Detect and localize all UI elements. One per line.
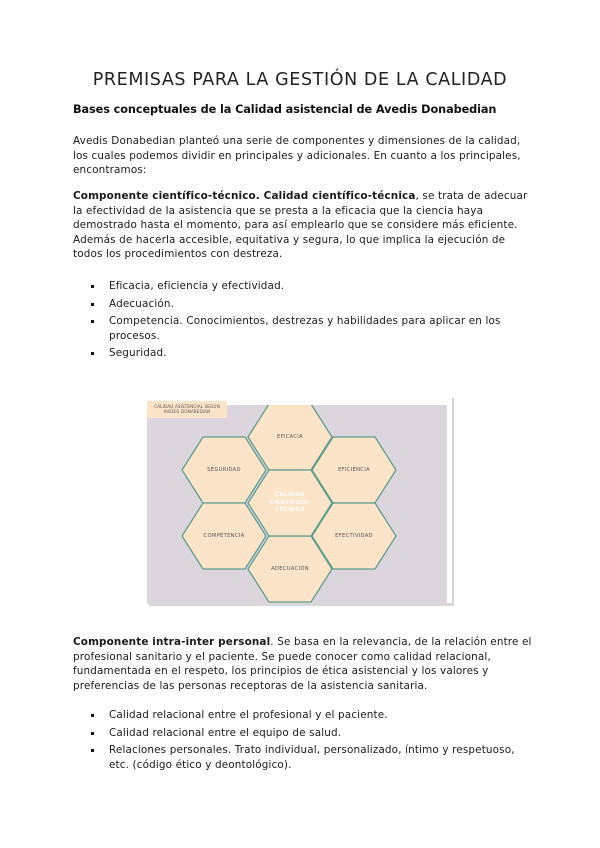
section-scientific-technical bbox=[73, 189, 533, 262]
diagram-label-line: CALIDAD ASISTENCIAL SEGÚN bbox=[154, 404, 220, 409]
list-item: Calidad relacional entre el profesional y el paciente. bbox=[88, 708, 528, 723]
hexagon-label-adecuacion: ADECUACIÓN bbox=[271, 566, 309, 572]
list-item: Seguridad. bbox=[88, 346, 528, 361]
section-heading: Componente científico-técnico. Calidad científico-técnica bbox=[73, 190, 416, 202]
scientific-technical-list bbox=[88, 279, 528, 364]
intro-paragraph: Avedis Donabedian planteó una serie de componentes y dimensiones de la calidad, los cuales podemos dividir en principales y adicionales. En cuanto a los principales, encontramos: bbox=[73, 135, 521, 177]
diagram-label-line: AVEDIS DONABEDIAN bbox=[163, 409, 211, 414]
list-item: Relaciones personales. Trato individual, personalizado, íntimo y respetuoso, etc. (código ético y deontológico). bbox=[88, 743, 528, 772]
section-body: . Se basa en la relevancia, de la relación entre el profesional sanitario y el paciente. Se puede conocer como calidad relacional, fundamentada en el respeto, los principios de ética asistencial y los valores y preferencias de las personas receptoras de la asistencia sanitaria. bbox=[73, 636, 532, 692]
hexagon-label-eficiencia: EFICIENCIA bbox=[338, 467, 370, 473]
center-label-line: TÉCNICA bbox=[275, 507, 305, 513]
list-item: Adecuación. bbox=[88, 297, 528, 312]
list-item: Eficacia, eficiencia y efectividad. bbox=[88, 279, 528, 294]
center-label-line: CALIDAD bbox=[274, 492, 306, 498]
list-item: Competencia. Conocimientos, destrezas y habilidades para aplicar en los procesos. bbox=[88, 314, 528, 343]
hexagon-label-competencia: COMPETENCIA bbox=[203, 533, 245, 539]
hexagon-label-eficacia: EFICACIA bbox=[277, 434, 303, 440]
hexagon-label-seguridad: SEGURIDAD bbox=[207, 467, 241, 473]
section-body: , se trata de adecuar la efectividad de la asistencia que se presta a la eficacia que la ciencia haya demostrado hasta el momento, para así emplearlo que se considere más eficiente. Además de hacerla accesible, equitativa y segura, lo que implica la ejecución de todos los procedimientos con destreza. bbox=[73, 190, 528, 261]
list-item: Calidad relacional entre el equipo de salud. bbox=[88, 726, 528, 741]
document-subtitle: Bases conceptuales de la Calidad asistencial de Avedis Donabedian bbox=[73, 103, 497, 116]
section-intra-inter-personal bbox=[73, 635, 533, 693]
intra-inter-personal-list bbox=[88, 708, 528, 775]
hexagon-label-efectividad: EFECTIVIDAD bbox=[335, 533, 373, 539]
diagram-title-label bbox=[147, 401, 227, 418]
section-heading: Componente intra-inter personal bbox=[73, 636, 271, 648]
quality-hexagon-diagram bbox=[147, 400, 455, 608]
hexagon-center-label bbox=[250, 492, 330, 515]
center-label-line: CIENTÍFICO- bbox=[269, 499, 311, 506]
document-title: PREMISAS PARA LA GESTIÓN DE LA CALIDAD bbox=[92, 70, 508, 90]
